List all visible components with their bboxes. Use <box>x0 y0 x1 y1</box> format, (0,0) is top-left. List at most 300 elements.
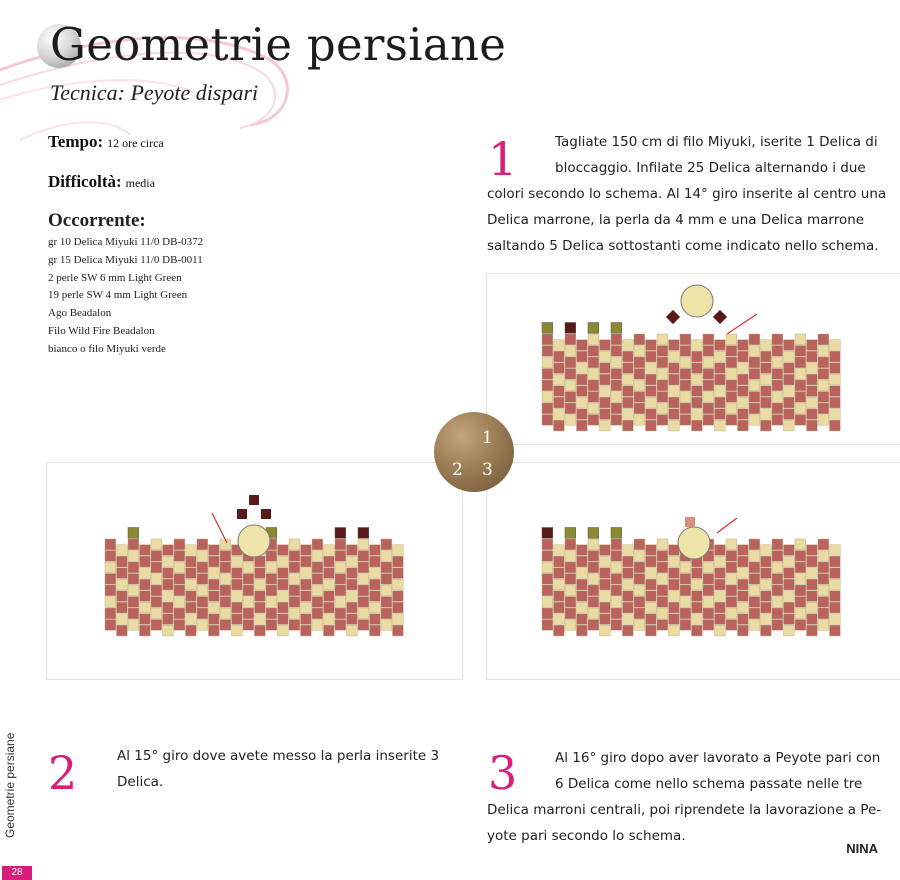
bead <box>738 409 749 420</box>
bead <box>680 334 691 345</box>
bead <box>249 495 259 505</box>
bead <box>128 562 139 573</box>
bead <box>772 562 783 573</box>
bead <box>749 403 760 414</box>
bead <box>347 568 358 579</box>
bead <box>680 380 691 391</box>
materials-list <box>48 234 203 359</box>
bead <box>830 614 841 625</box>
bead <box>565 403 576 414</box>
bead <box>151 620 162 631</box>
pattern-panel-2 <box>46 462 463 680</box>
bead <box>347 579 358 590</box>
bead <box>611 403 622 414</box>
bead <box>542 551 553 562</box>
pattern-panel-1 <box>486 273 900 445</box>
bead <box>117 579 128 590</box>
bead <box>634 357 645 368</box>
bead <box>565 597 576 608</box>
bead <box>163 556 174 567</box>
bead <box>289 597 300 608</box>
bead <box>347 625 358 636</box>
bead <box>761 614 772 625</box>
bead <box>312 551 323 562</box>
bead <box>312 597 323 608</box>
bead <box>749 597 760 608</box>
bead <box>542 574 553 585</box>
bead <box>784 568 795 579</box>
bead <box>646 420 657 431</box>
bead <box>680 392 691 403</box>
difficolta-row <box>48 172 155 192</box>
bead <box>795 369 806 380</box>
bead <box>830 591 841 602</box>
bead <box>197 551 208 562</box>
bead <box>818 403 829 414</box>
bead <box>749 585 760 596</box>
bead <box>669 409 680 420</box>
bead <box>393 625 404 636</box>
bead <box>554 591 565 602</box>
bead <box>588 551 599 562</box>
bead <box>680 562 691 573</box>
bead <box>209 591 220 602</box>
bead <box>261 509 271 519</box>
bead <box>738 568 749 579</box>
bead <box>795 620 806 631</box>
bead <box>565 585 576 596</box>
bead <box>669 374 680 385</box>
bead <box>623 374 634 385</box>
bead <box>600 591 611 602</box>
bead <box>140 602 151 613</box>
bead <box>588 323 599 334</box>
bead <box>657 357 668 368</box>
bead <box>657 334 668 345</box>
bead <box>600 568 611 579</box>
bead <box>669 363 680 374</box>
bead <box>784 602 795 613</box>
bead <box>600 579 611 590</box>
bead <box>761 420 772 431</box>
bead <box>669 386 680 397</box>
bead <box>807 602 818 613</box>
bead <box>611 585 622 596</box>
bead <box>301 614 312 625</box>
bead <box>738 545 749 556</box>
bead <box>588 392 599 403</box>
bead <box>324 614 335 625</box>
bead <box>772 597 783 608</box>
thread-arrow <box>212 513 227 543</box>
bead <box>772 608 783 619</box>
bead <box>186 625 197 636</box>
bead <box>818 620 829 631</box>
bead <box>600 340 611 351</box>
bead <box>634 380 645 391</box>
bead <box>623 602 634 613</box>
pearl-bead <box>678 527 710 559</box>
bead <box>381 551 392 562</box>
bead <box>818 551 829 562</box>
bead <box>680 346 691 357</box>
bead <box>542 346 553 357</box>
bead <box>703 574 714 585</box>
bead <box>692 614 703 625</box>
bead <box>588 403 599 414</box>
bead <box>703 597 714 608</box>
bead <box>623 614 634 625</box>
bead <box>151 551 162 562</box>
bead <box>738 591 749 602</box>
bead <box>623 556 634 567</box>
bead <box>611 346 622 357</box>
bead <box>128 539 139 550</box>
bead <box>163 568 174 579</box>
bead <box>588 620 599 631</box>
bead <box>795 608 806 619</box>
bead <box>209 568 220 579</box>
bead <box>669 614 680 625</box>
bead <box>105 574 116 585</box>
bead <box>186 579 197 590</box>
bead <box>312 608 323 619</box>
page-subtitle: Tecnica: Peyote dispari <box>50 80 259 105</box>
bead <box>726 551 737 562</box>
bead <box>726 392 737 403</box>
bead <box>738 625 749 636</box>
bead <box>807 556 818 567</box>
step-2-line: Al 15° giro dove avete messo la perla inserite 3 <box>117 748 440 764</box>
bead <box>600 602 611 613</box>
bead <box>335 608 346 619</box>
step-3-line: Al 16° giro dopo aver lavorato a Peyote pari con <box>555 750 881 766</box>
difficolta-label: Difficoltà: <box>48 172 122 191</box>
tempo-row <box>48 132 164 152</box>
bead <box>588 415 599 426</box>
bead <box>542 415 553 426</box>
bead <box>324 579 335 590</box>
bead <box>666 310 680 324</box>
bead <box>174 597 185 608</box>
bead <box>600 374 611 385</box>
bead <box>209 614 220 625</box>
bead <box>542 620 553 631</box>
bead <box>623 568 634 579</box>
bead <box>772 334 783 345</box>
bead <box>669 397 680 408</box>
bead <box>623 545 634 556</box>
pearl-bead <box>681 285 713 317</box>
bead <box>105 608 116 619</box>
bead <box>784 397 795 408</box>
bead <box>634 608 645 619</box>
bead <box>772 415 783 426</box>
bead <box>807 363 818 374</box>
bead <box>830 420 841 431</box>
bead <box>588 380 599 391</box>
bead <box>703 562 714 573</box>
bead <box>335 585 346 596</box>
bead <box>577 614 588 625</box>
bead <box>623 591 634 602</box>
bead <box>761 397 772 408</box>
bead <box>266 585 277 596</box>
bead <box>680 597 691 608</box>
bead <box>600 363 611 374</box>
bead <box>393 614 404 625</box>
bead <box>818 357 829 368</box>
bead <box>105 585 116 596</box>
bead <box>646 579 657 590</box>
bead <box>761 351 772 362</box>
bead <box>680 357 691 368</box>
bead <box>577 591 588 602</box>
bead <box>324 602 335 613</box>
bead <box>726 562 737 573</box>
bead <box>243 597 254 608</box>
bead <box>715 420 726 431</box>
bead <box>818 539 829 550</box>
bead <box>657 392 668 403</box>
bead <box>243 608 254 619</box>
bead <box>197 539 208 550</box>
bead <box>565 620 576 631</box>
bead <box>738 579 749 590</box>
bead <box>358 585 369 596</box>
occorrente-label: Occorrente: <box>48 210 146 231</box>
bead <box>669 340 680 351</box>
bead <box>749 574 760 585</box>
bead <box>784 614 795 625</box>
bead <box>577 420 588 431</box>
bead <box>312 574 323 585</box>
bead <box>784 420 795 431</box>
bead <box>680 620 691 631</box>
bead <box>795 539 806 550</box>
bead <box>577 579 588 590</box>
bead <box>713 310 727 324</box>
bead <box>220 597 231 608</box>
bead <box>209 579 220 590</box>
bead <box>117 556 128 567</box>
bead-pattern-1 <box>487 274 900 444</box>
bead-pattern-3 <box>487 463 900 679</box>
bead <box>232 591 243 602</box>
step-1-line: Delica marrone, la perla da 4 mm e una Delica marrone <box>487 212 865 228</box>
bead <box>680 574 691 585</box>
bead <box>237 509 247 519</box>
bead <box>795 585 806 596</box>
bead <box>795 357 806 368</box>
bead <box>266 562 277 573</box>
bead <box>692 602 703 613</box>
bead <box>600 614 611 625</box>
bead <box>600 397 611 408</box>
bead <box>715 625 726 636</box>
step-1-line: colori secondo lo schema. Al 14° giro inserite al centro una <box>487 186 887 202</box>
bead <box>186 591 197 602</box>
bead <box>761 579 772 590</box>
bead <box>358 574 369 585</box>
bead <box>738 397 749 408</box>
bead <box>358 597 369 608</box>
bead <box>577 568 588 579</box>
bead <box>807 625 818 636</box>
bead <box>738 420 749 431</box>
bead <box>600 351 611 362</box>
page-number: 28 <box>2 866 32 880</box>
bead <box>669 420 680 431</box>
bead <box>715 397 726 408</box>
bead <box>117 568 128 579</box>
bead <box>289 620 300 631</box>
bead <box>174 620 185 631</box>
bead <box>370 625 381 636</box>
bead <box>623 386 634 397</box>
bead <box>772 357 783 368</box>
bead <box>243 574 254 585</box>
bead <box>830 556 841 567</box>
bead <box>669 602 680 613</box>
bead <box>692 363 703 374</box>
bead <box>381 597 392 608</box>
bead <box>657 620 668 631</box>
bead <box>761 591 772 602</box>
bead <box>657 585 668 596</box>
bead <box>830 351 841 362</box>
bead <box>726 597 737 608</box>
bead <box>749 539 760 550</box>
bead <box>715 386 726 397</box>
bead <box>657 369 668 380</box>
bead <box>128 528 139 539</box>
bead <box>565 346 576 357</box>
bead <box>715 545 726 556</box>
bead <box>772 392 783 403</box>
bead <box>738 351 749 362</box>
bead <box>703 369 714 380</box>
bead <box>542 334 553 345</box>
material-item: Filo Wild Fire Beadalon <box>48 324 155 337</box>
bead <box>715 374 726 385</box>
material-item: gr 10 Delica Miyuki 11/0 DB-0372 <box>48 236 204 248</box>
bead <box>554 556 565 567</box>
bead <box>646 351 657 362</box>
bead <box>542 585 553 596</box>
bead <box>657 415 668 426</box>
bead <box>657 608 668 619</box>
bead <box>174 574 185 585</box>
bead <box>772 585 783 596</box>
bead <box>577 351 588 362</box>
bead <box>611 608 622 619</box>
bead <box>657 380 668 391</box>
bead <box>772 346 783 357</box>
bead <box>807 340 818 351</box>
bead <box>554 351 565 362</box>
bead <box>749 334 760 345</box>
bead <box>738 602 749 613</box>
bead <box>565 562 576 573</box>
bead <box>301 625 312 636</box>
bead <box>600 386 611 397</box>
bead <box>197 597 208 608</box>
bead <box>220 608 231 619</box>
bead <box>726 346 737 357</box>
bead <box>105 539 116 550</box>
bead <box>588 574 599 585</box>
bead <box>186 545 197 556</box>
bead <box>623 579 634 590</box>
bead <box>554 614 565 625</box>
bead <box>703 415 714 426</box>
bead <box>657 551 668 562</box>
bead <box>174 551 185 562</box>
bead <box>692 409 703 420</box>
bead <box>347 545 358 556</box>
bead <box>795 346 806 357</box>
bead <box>818 562 829 573</box>
bead <box>669 568 680 579</box>
bead <box>692 420 703 431</box>
bead <box>784 579 795 590</box>
bead <box>370 602 381 613</box>
bead <box>818 369 829 380</box>
bead <box>565 380 576 391</box>
bead <box>703 403 714 414</box>
bead <box>278 568 289 579</box>
bead <box>795 334 806 345</box>
bead <box>324 545 335 556</box>
bead <box>301 556 312 567</box>
bead <box>565 369 576 380</box>
bead <box>347 556 358 567</box>
material-item: gr 15 Delica Miyuki 11/0 DB-0011 <box>48 253 203 266</box>
bead <box>634 551 645 562</box>
bead <box>117 602 128 613</box>
bead <box>772 539 783 550</box>
bead <box>818 585 829 596</box>
bead <box>542 357 553 368</box>
bead <box>818 415 829 426</box>
bead <box>807 386 818 397</box>
bead <box>646 386 657 397</box>
bead <box>128 585 139 596</box>
bead <box>611 380 622 391</box>
bead <box>197 620 208 631</box>
bead <box>393 591 404 602</box>
bead <box>554 420 565 431</box>
bead <box>140 545 151 556</box>
bead <box>715 340 726 351</box>
bead <box>818 346 829 357</box>
bead <box>703 392 714 403</box>
bead <box>312 539 323 550</box>
bead <box>749 380 760 391</box>
bead <box>243 562 254 573</box>
bead <box>611 357 622 368</box>
bead <box>634 346 645 357</box>
bead <box>565 528 576 539</box>
bead <box>197 562 208 573</box>
bead <box>335 620 346 631</box>
step-1-number: 1 <box>488 132 518 186</box>
bead <box>393 568 404 579</box>
bead <box>232 579 243 590</box>
step-3-line: yote pari secondo lo schema. <box>487 828 686 844</box>
bead <box>255 579 266 590</box>
